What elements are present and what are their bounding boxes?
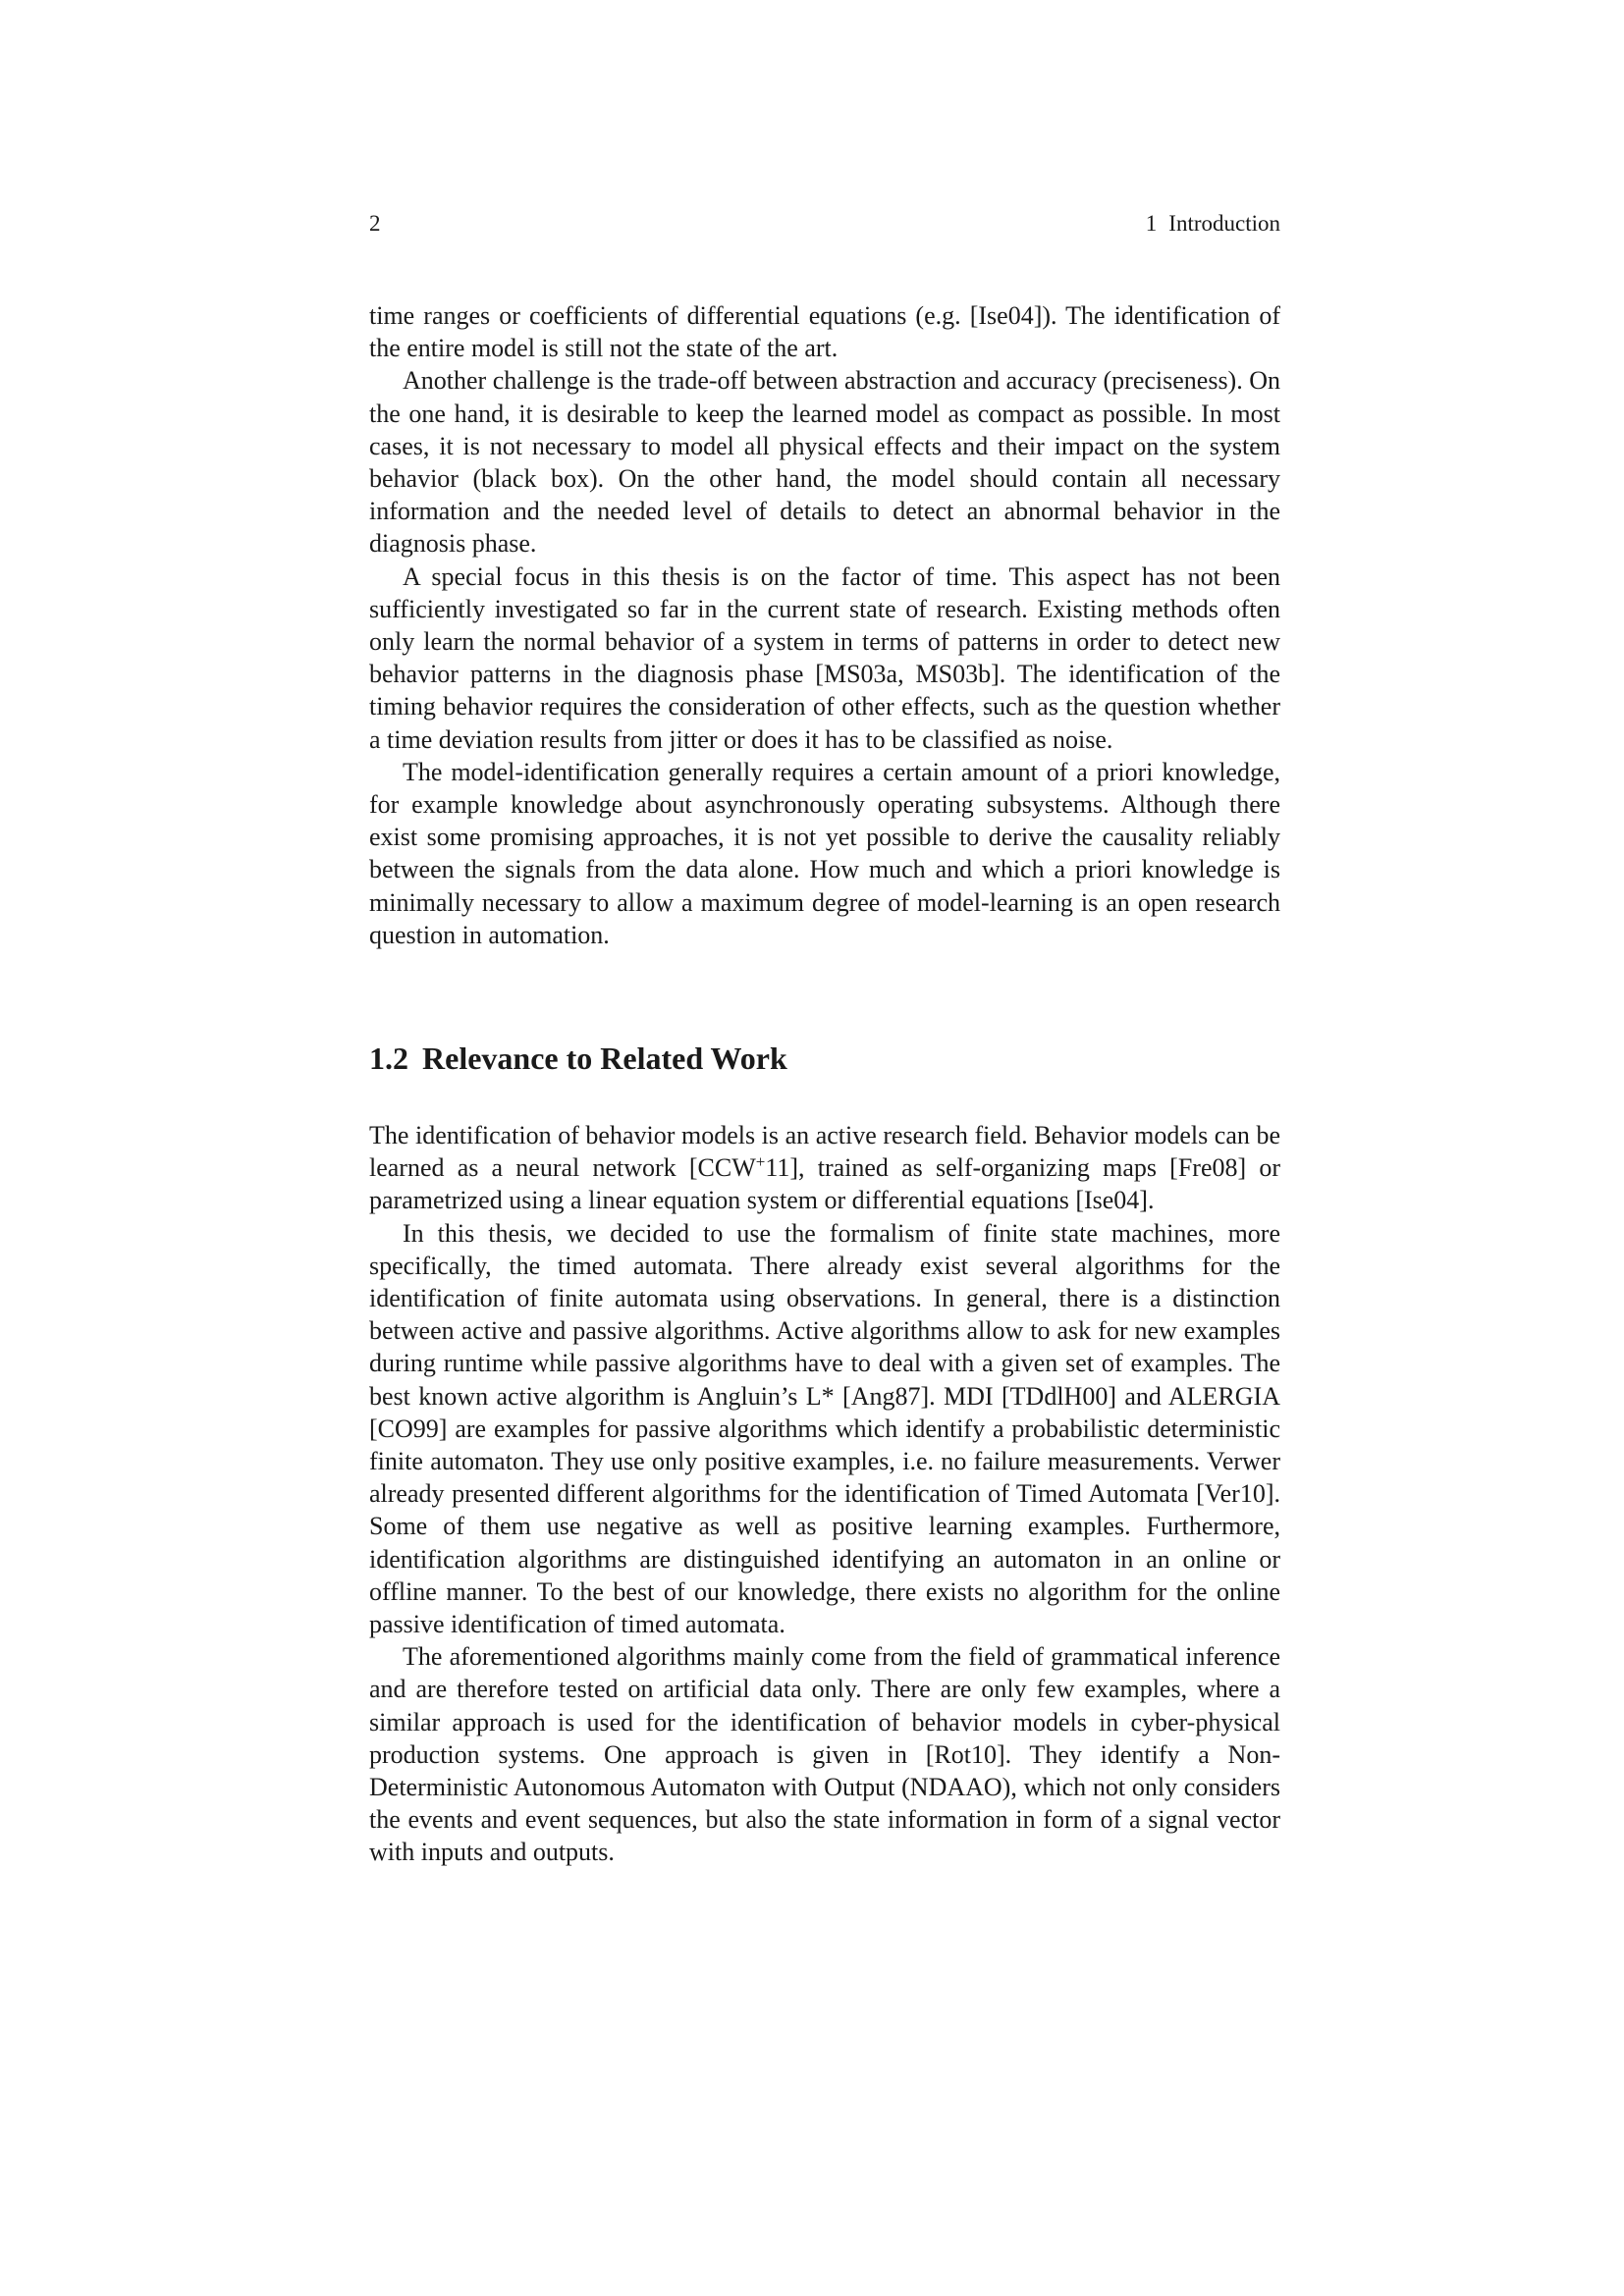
section-1-2-body [369, 1119, 1280, 1869]
running-head [1146, 209, 1280, 239]
paragraph [369, 1119, 1280, 1217]
page-header [369, 209, 1280, 239]
paragraph: Another challenge is the trade-off between abstraction and accuracy (preciseness). On the one hand, it is desirable to keep the learned model as compact as possible. In most cases, it is not necessary to model all physical effects and their impact on the system behavior (black box). On the other hand, the model should contain all necessary information and the needed level of details to detect an abnormal behavior in the diagnosis phase. [369, 366, 1280, 559]
section-1-1-body [369, 299, 1280, 951]
section-title: Relevance to Related Work [422, 1041, 787, 1076]
paragraph-text: 11], trained as self-organizing maps [Fre08] or parametrized using a linear equation system or differential equations [Ise04]. [369, 1153, 1281, 1215]
paragraph: The model-identification generally requires a certain amount of a priori knowledge, for example knowledge about asynchronously operating subsystems. Although there exist some promising approaches, it is not yet possible to derive the causality reliably between the signals from the data alone. How much and which a priori knowledge is minimally necessary to allow a maximum degree of model-learning is an open research question in automation. [369, 757, 1280, 949]
chapter-title: Introduction [1168, 211, 1280, 236]
paragraph: time ranges or coefficients of differential equations (e.g. [Ise04]). The identification of the entire model is still not the state of the art. [369, 301, 1280, 363]
paragraph-text: The identification of behavior models is an active research field. Behavior models can be learned as a neural network [CCW [369, 1121, 1280, 1183]
paragraph: The aforementioned algorithms mainly come from the field of grammatical inference and are therefore tested on artificial data only. There are only few examples, where a similar approach is used for the identification of behavior models in cyber-physical production systems. One approach is given in [Rot10]. They identify a Non-Deterministic Autonomous Automaton with Output (NDAAO), which not only considers the events and event sequences, but also the state information in form of a signal vector with inputs and outputs. [369, 1642, 1280, 1867]
paragraph: In this thesis, we decided to use the formalism of finite state machines, more specifically, the timed automata. There already exist several algorithms for the identification of finite automata using observations. In general, there is a distinction between active and passive algorithms. Active algorithms allow to ask for new examples during runtime while passive algorithms have to deal with a given set of examples. The best known active algorithm is Angluin’s L* [Ang87]. MDI [TDdlH00] and ALERGIA [CO99] are examples for passive algorithms which identify a probabilistic deterministic finite automaton. They use only positive examples, i.e. no failure measurements. Verwer already presented different algorithms for the identification of Timed Automata [Ver10]. Some of them use negative as well as positive learning examples. Furthermore, identification algorithms are distinguished identifying an automaton in an online or offline manner. To the best of our knowledge, there exists no algorithm for the online passive identification of timed automata. [369, 1218, 1280, 1639]
citation-superscript: + [755, 1152, 766, 1172]
section-heading [369, 1039, 1280, 1078]
section-number: 1.2 [369, 1041, 408, 1076]
page-number: 2 [369, 211, 381, 236]
paragraph: A special focus in this thesis is on the factor of time. This aspect has not been sufficiently investigated so far in the current state of research. Existing methods often only learn the normal behavior of a system in terms of patterns in order to detect new behavior patterns in the diagnosis phase [MS03a, MS03b]. The identification of the timing behavior requires the consideration of other effects, such as the question whether a time deviation results from jitter or does it has to be classified as noise. [369, 561, 1280, 754]
chapter-number: 1 [1145, 211, 1158, 236]
